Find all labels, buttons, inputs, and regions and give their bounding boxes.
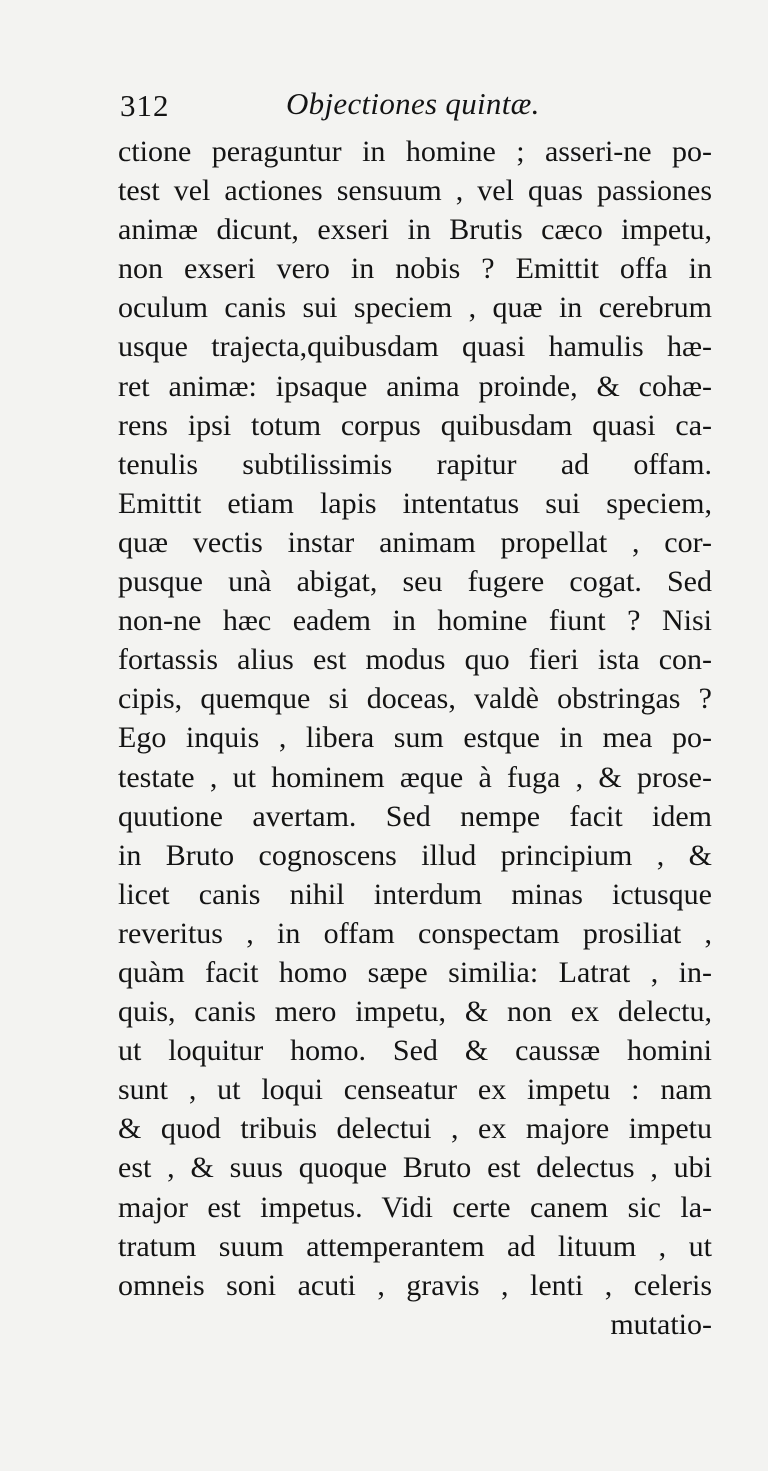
text-line: quutione avertam. Sed nempe facit idem	[118, 799, 712, 833]
text-line: animæ dicunt, exseri in Brutis cæco impetu,	[118, 213, 712, 247]
text-line: cipis, quemque si doceas, valdè obstringas ?	[118, 682, 712, 716]
page-number: 312	[120, 88, 170, 123]
text-line: major est impetus. Vidi certe canem sic la-	[118, 1190, 712, 1224]
text-line: quæ vectis instar animam propellat , cor-	[118, 525, 712, 559]
running-title: Objectiones quintæ.	[286, 86, 540, 121]
text-line: in Bruto cognoscens illud principium , &	[118, 838, 712, 872]
text-line: ut loquitur homo. Sed & caussæ homini	[118, 1034, 712, 1068]
text-line: pusque unà abigat, seu fugere cogat. Sed	[118, 565, 712, 599]
text-line: licet canis nihil interdum minas ictusque	[118, 877, 712, 911]
text-line: usque trajecta,quibusdam quasi hamulis hæ-	[118, 330, 712, 364]
text-line: non exseri vero in nobis ? Emittit offa in	[118, 252, 712, 286]
page-header	[118, 80, 728, 130]
text-line: non-ne hæc eadem in homine fiunt ? Nisi	[118, 604, 712, 638]
text-line: reveritus , in offam conspectam prosiliat ,	[118, 916, 712, 950]
text-line: omneis soni acuti , gravis , lenti , celeris	[118, 1268, 712, 1302]
text-line: quis, canis mero impetu, & non ex delectu,	[118, 995, 712, 1029]
text-line: testate , ut hominem æque à fuga , & prose-	[118, 760, 712, 794]
text-line: quàm facit homo sæpe similia: Latrat , in-	[118, 955, 712, 989]
text-line: Emittit etiam lapis intentatus sui speciem,	[118, 486, 712, 520]
text-line: rens ipsi totum corpus quibusdam quasi ca-	[118, 408, 712, 442]
body-text	[118, 132, 712, 1344]
text-line: sunt , ut loqui censeatur ex impetu : nam	[118, 1073, 712, 1107]
text-line: tenulis subtilissimis rapitur ad offam.	[118, 447, 712, 481]
catchword: mutatio-	[610, 1307, 712, 1341]
text-line: tratum suum attemperantem ad lituum , ut	[118, 1229, 712, 1263]
text-line: est , & suus quoque Bruto est delectus , ubi	[118, 1151, 712, 1185]
text-line: ctione peraguntur in homine ; asseri-ne po-	[118, 135, 712, 168]
text-line: ret animæ: ipsaque anima proinde, & cohæ-	[118, 369, 712, 403]
text-line: test vel actiones sensuum , vel quas passiones	[118, 174, 712, 208]
text-line: & quod tribuis delectui , ex majore impetu	[118, 1112, 712, 1146]
text-line: Ego inquis , libera sum estque in mea po-	[118, 721, 712, 755]
text-line: fortassis alius est modus quo fieri ista con-	[118, 643, 712, 677]
text-line: oculum canis sui speciem , quæ in cerebrum	[118, 291, 712, 325]
